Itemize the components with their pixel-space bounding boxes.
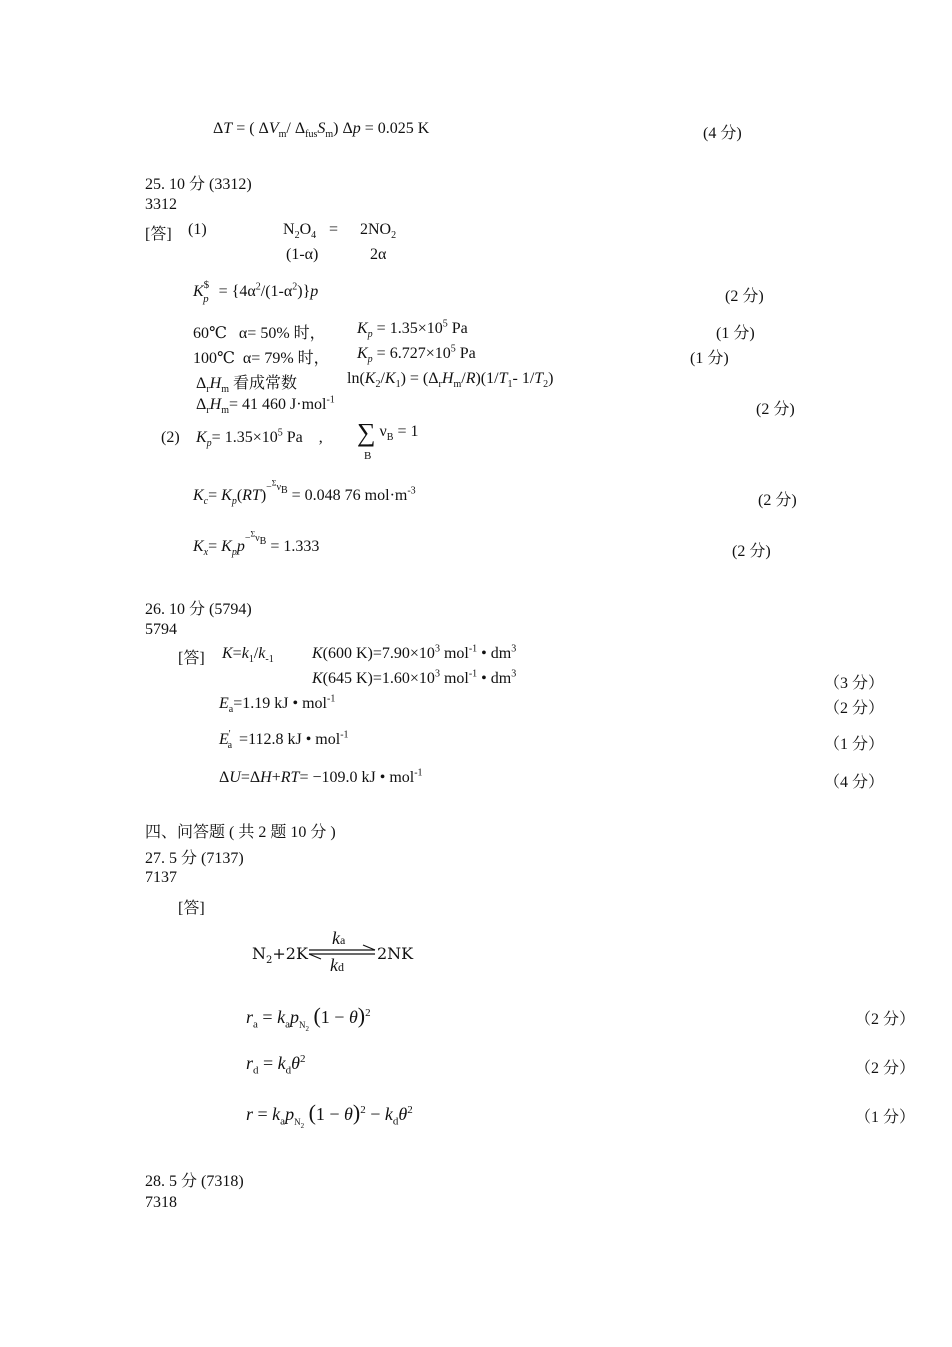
q26-ea: $E_a=1.19$ kJ • mol$^{-1}$ [219,693,336,716]
q26-ea-score: （2 分） [824,700,885,717]
delta-t-score: (4 分) [703,125,742,142]
q25-row60-kp: $K_p = 1.35\times 10^5$ Pa [357,318,468,341]
q26-du-score: （4 分） [824,774,885,791]
q26-k-ratio: $K=k_1/k_{-1}$ [222,645,274,666]
q27-ra-score: （2 分） [855,1011,916,1028]
q26-du: ΔU=ΔH+RT= −109.0 kJ • mol$^{-1}$ [219,767,423,786]
q25-answer-label: [答] [145,226,172,243]
q25-dh-score: (2 分) [756,401,795,418]
q25-alpha-product: 2α [370,246,387,263]
section4-title: 四、问答题 ( 共 2 题 10 分 ) [145,824,336,841]
q25-code: 3312 [145,196,177,213]
q25-alpha-reactant: (1-α) [286,246,319,263]
q25-reactant: $N_2O_4$ [283,221,317,242]
q25-vant-hoff: $\ln(K_2/K_1) = (\Delta_rH_m/R)(1/T_1-$ $1/T_2$) [347,370,554,391]
q25-product: $2NO_2$ [360,221,397,242]
q26-code: 5794 [145,621,177,638]
q28-heading: 28. 5 分 (7318) [145,1173,244,1190]
q28-code: 7318 [145,1194,177,1211]
q25-kc-expression: $K_c= K_p(RT)^{-^\Sigma\nu_B} = 0.048$ 76 $mol\cdot m^{-3}$ [193,478,416,508]
q27-ra-equation: $r_a = k_ap_{N_2}$ $(1 - \theta)^2$ [246,1003,371,1033]
q26-k-score: （3 分） [824,675,885,692]
q27-heading: 27. 5 分 (7137) [145,850,244,867]
q25-dh-constant: $\Delta_rH_m$ 看成常数 [196,375,297,396]
q25-equals: = [329,221,339,238]
q25-kp-expression: $K^{\$}_p = \{4\alpha^2/(1-\alpha^2)\}p$ [193,279,319,305]
q27-r-equation: $r = k_ap_{N_2}$ $(1 - \theta)^2 - k_d\theta^2$ [246,1100,413,1130]
q26-k600: K(600 $K)=7.90\times 10^3$ mol$^{-1}$ • $dm^3$ [312,643,517,662]
q25-dh-value: $\Delta_rH_m= 41$ 460 J·mol$^{-1}$ [196,394,335,417]
q25-kx-score: (2 分) [732,543,771,560]
q25-part2-kp: $K_p= 1.35\times 10^5$ Pa , [196,427,323,450]
delta-t-equation: ΔT = ( $\Delta V_m/$ $\Delta_{fus}S_m$) Δp = 0.025 K [213,120,430,141]
q27-ka-label: ka [332,928,346,948]
q25-heading: 25. 10 分 (3312) [145,176,252,193]
q26-heading: 26. 10 分 (5794) [145,601,252,618]
q26-answer-label: [答] [178,650,205,667]
q25-row60: 60℃ α= 50% 时， [193,325,326,342]
q26-k645: K(645 $K)=1.60\times 10^3$ mol$^{-1}$ • $dm^3$ [312,668,517,687]
q27-reaction-left: $N_2+2K$ [252,944,308,967]
q25-kc-score: (2 分) [758,492,797,509]
q25-part1-label: (1) [188,221,207,238]
q27-code: 7137 [145,869,177,886]
q27-reaction-right: 2NK [377,944,414,963]
q27-rd-score: （2 分） [855,1060,916,1077]
q25-kx-expression: $K_x= K_pp^{-^\Sigma\nu_B} = 1.333$ [193,529,320,559]
q27-kd-label: kd [330,955,344,975]
q25-row60-score: (1 分) [716,325,755,342]
q25-kp-score: (2 分) [725,288,764,305]
q27-rd-equation: $r_d = k_d\theta^2$ [246,1053,306,1077]
q26-ea-prime-score: （1 分） [824,736,885,753]
q25-part2-label: (2) [161,429,180,446]
q25-row100: 100℃ α= 79% 时， [193,350,330,367]
q27-answer-label: [答] [178,900,205,917]
q25-row100-kp: $K_p = 6.727\times 10^5$ Pa [357,343,476,366]
q25-sum-nu: ∑ $\nu_B = 1$ B [357,418,419,462]
q26-ea-prime: $E'_a =112.8$ kJ • mol$^{-1}$ [219,729,349,752]
q27-r-score: （1 分） [855,1109,916,1126]
q25-row100-score: (1 分) [690,350,729,367]
